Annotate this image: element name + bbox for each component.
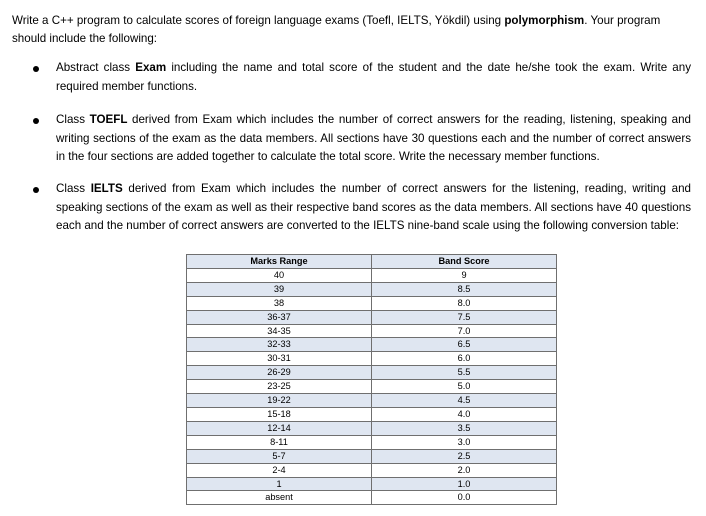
bullet-text: [56, 59, 691, 96]
bullet-text-pre: Class: [56, 113, 90, 126]
table-row: [187, 435, 557, 449]
table-body: [187, 268, 557, 504]
bullet-dot: [33, 118, 39, 124]
band-score-cell: 1.0: [372, 477, 557, 491]
intro-text-bold: polymorphism: [504, 14, 585, 27]
band-score-cell: 0.0: [372, 491, 557, 505]
table-row: [187, 352, 557, 366]
table-row: [187, 282, 557, 296]
marks-range-cell: 38: [187, 296, 372, 310]
table-row: [187, 366, 557, 380]
bullet-text: [56, 111, 691, 167]
bullet-text-bold: Exam: [135, 61, 167, 74]
band-score-cell: 5.5: [372, 366, 557, 380]
marks-range-cell: 1: [187, 477, 372, 491]
table-row: [187, 268, 557, 282]
header-band-score: Band Score: [372, 255, 557, 269]
band-score-cell: 6.0: [372, 352, 557, 366]
bullet-text-post: including the name and total score of the student and the date he/she took the exam. Write any required member functions.: [56, 61, 691, 93]
band-score-cell: 2.0: [372, 463, 557, 477]
table-row: [187, 463, 557, 477]
bullet-text-pre: Class: [56, 182, 91, 195]
intro-text-pre: Write a C++ program to calculate scores of foreign language exams (Toefl, IELTS, Yökdil) using: [12, 14, 505, 27]
table-row: [187, 338, 557, 352]
marks-range-cell: 2-4: [187, 463, 372, 477]
bullet-text-post: derived from Exam which includes the number of correct answers for the reading, listening, speaking and writing sections of the exam as the data members. All sections have 30 questions each and the number of correct answers in the four sections are added together to calculate the total score. Write the necessary member functions.: [56, 113, 691, 164]
band-score-cell: 9: [372, 268, 557, 282]
marks-range-cell: 32-33: [187, 338, 372, 352]
band-score-cell: 7.0: [372, 324, 557, 338]
bullet-text-bold: IELTS: [90, 182, 123, 195]
table-row: [187, 449, 557, 463]
band-score-cell: 3.5: [372, 421, 557, 435]
band-score-cell: 7.5: [372, 310, 557, 324]
band-score-cell: 4.5: [372, 394, 557, 408]
bullet-text-bold: TOEFL: [89, 113, 128, 126]
table-row: [187, 477, 557, 491]
marks-range-cell: 19-22: [187, 394, 372, 408]
marks-range-cell: 8-11: [187, 435, 372, 449]
table-row: [187, 310, 557, 324]
intro-paragraph: [12, 12, 680, 48]
header-marks-range: Marks Range: [187, 255, 372, 269]
bullet-dot: [33, 66, 39, 72]
conversion-table-wrapper: [186, 254, 557, 505]
bullet-text: [56, 180, 691, 236]
table-row: [187, 296, 557, 310]
marks-range-cell: 12-14: [187, 421, 372, 435]
bullet-dot: [33, 187, 39, 193]
band-score-cell: 6.5: [372, 338, 557, 352]
band-score-cell: 4.0: [372, 407, 557, 421]
marks-range-cell: 34-35: [187, 324, 372, 338]
table-row: [187, 324, 557, 338]
table-row: [187, 380, 557, 394]
table-row: [187, 491, 557, 505]
band-score-cell: 8.0: [372, 296, 557, 310]
marks-range-cell: 39: [187, 282, 372, 296]
bullet-text-pre: Abstract class: [56, 61, 136, 74]
marks-range-cell: 26-29: [187, 366, 372, 380]
table-row: [187, 421, 557, 435]
marks-range-cell: 15-18: [187, 407, 372, 421]
table-header-row: [187, 255, 557, 269]
marks-range-cell: absent: [187, 491, 372, 505]
band-score-cell: 3.0: [372, 435, 557, 449]
bullet-text-post: derived from Exam which includes the number of correct answers for the listening, reading, writing and speaking sections of the exam as well as their respective band scores as the data members. All sections have 40 questions each and the number of correct answers are converted to the IELTS nine-band scale using the following conversion table:: [56, 182, 691, 233]
table-row: [187, 394, 557, 408]
intro-text-post: . Your program should include the following:: [12, 14, 661, 45]
band-score-cell: 2.5: [372, 449, 557, 463]
marks-range-cell: 30-31: [187, 352, 372, 366]
marks-range-cell: 40: [187, 268, 372, 282]
ielts-conversion-table: [186, 254, 557, 505]
marks-range-cell: 23-25: [187, 380, 372, 394]
marks-range-cell: 5-7: [187, 449, 372, 463]
band-score-cell: 5.0: [372, 380, 557, 394]
band-score-cell: 8.5: [372, 282, 557, 296]
marks-range-cell: 36-37: [187, 310, 372, 324]
table-row: [187, 407, 557, 421]
